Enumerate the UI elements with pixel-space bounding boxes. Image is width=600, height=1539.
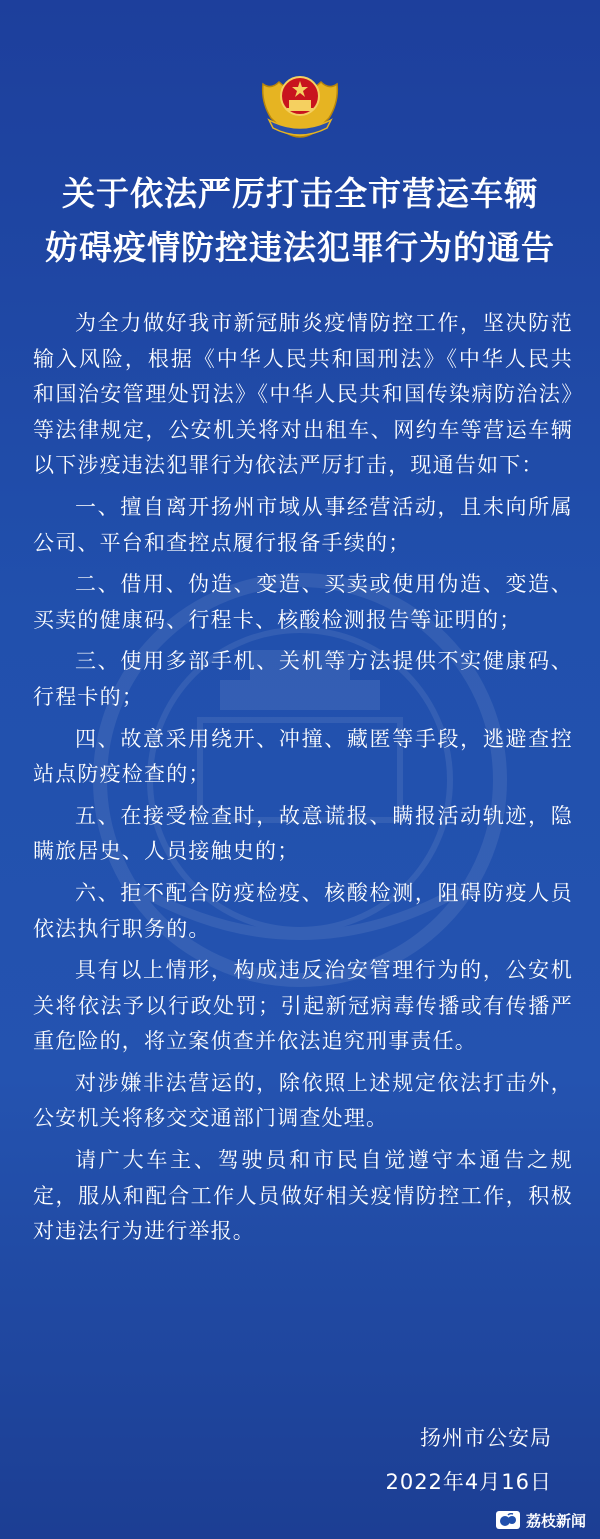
clause-6: 六、拒不配合防疫检疫、核酸检测，阻碍防疫人员依法执行职务的。 xyxy=(33,880,573,941)
clause-1: 一、擅自离开扬州市域从事经营活动，且未向所属公司、平台和查控点履行报备手续的； xyxy=(33,494,573,555)
police-emblem-icon xyxy=(255,62,345,146)
footer-brand xyxy=(496,1508,586,1532)
issue-date: 2022年4月16日 xyxy=(385,1470,552,1494)
notice-title-line-2: 妨碍疫情防控违法犯罪行为的通告 xyxy=(45,228,555,267)
intro-paragraph: 为全力做好我市新冠肺炎疫情防控工作，坚决防范输入风险，根据《中华人民共和国刑法》《中华人民共和国治安管理处罚法》《中华人民共和国传染病防治法》等法律规定，公安机关将对出租车、网约车等营运车辆以下涉疫违法犯罪行为依法严厉打击，现通告如下： xyxy=(33,311,573,478)
clause-2: 二、借用、伪造、变造、买卖或使用伪造、变造、买卖的健康码、行程卡、核酸检测报告等证明的； xyxy=(33,572,573,632)
notice-title-line-1: 关于依法严厉打击全市营运车辆 xyxy=(62,174,538,213)
issuer-name: 扬州市公安局 xyxy=(420,1426,552,1450)
clause-4: 四、故意采用绕开、冲撞、藏匿等手段，逃避查控站点防疫检查的； xyxy=(33,726,573,787)
clause-5: 五、在接受检查时，故意谎报、瞒报活动轨迹，隐瞒旅居史、人员接触史的； xyxy=(33,803,573,864)
clause-3: 三、使用多部手机、关机等方法提供不实健康码、行程卡的； xyxy=(33,649,573,709)
penalty-paragraph: 具有以上情形，构成违反治安管理行为的，公安机关将依法予以行政处罚；引起新冠病毒传播或有传播严重危险的，将立案侦查并依法追究刑事责任。 xyxy=(33,958,573,1054)
litchi-news-logo-icon xyxy=(496,1511,520,1529)
notice-body xyxy=(33,306,573,1256)
footer-brand-name: 荔枝新闻 xyxy=(525,1511,586,1530)
illegal-operation-paragraph: 对涉嫌非法营运的，除依照上述规定依法打击外，公安机关将移交交通部门调查处理。 xyxy=(33,1070,573,1131)
closing-paragraph: 请广大车主、驾驶员和市民自觉遵守本通告之规定，服从和配合工作人员做好相关疫情防控工作，积极对违法行为进行举报。 xyxy=(33,1148,573,1244)
